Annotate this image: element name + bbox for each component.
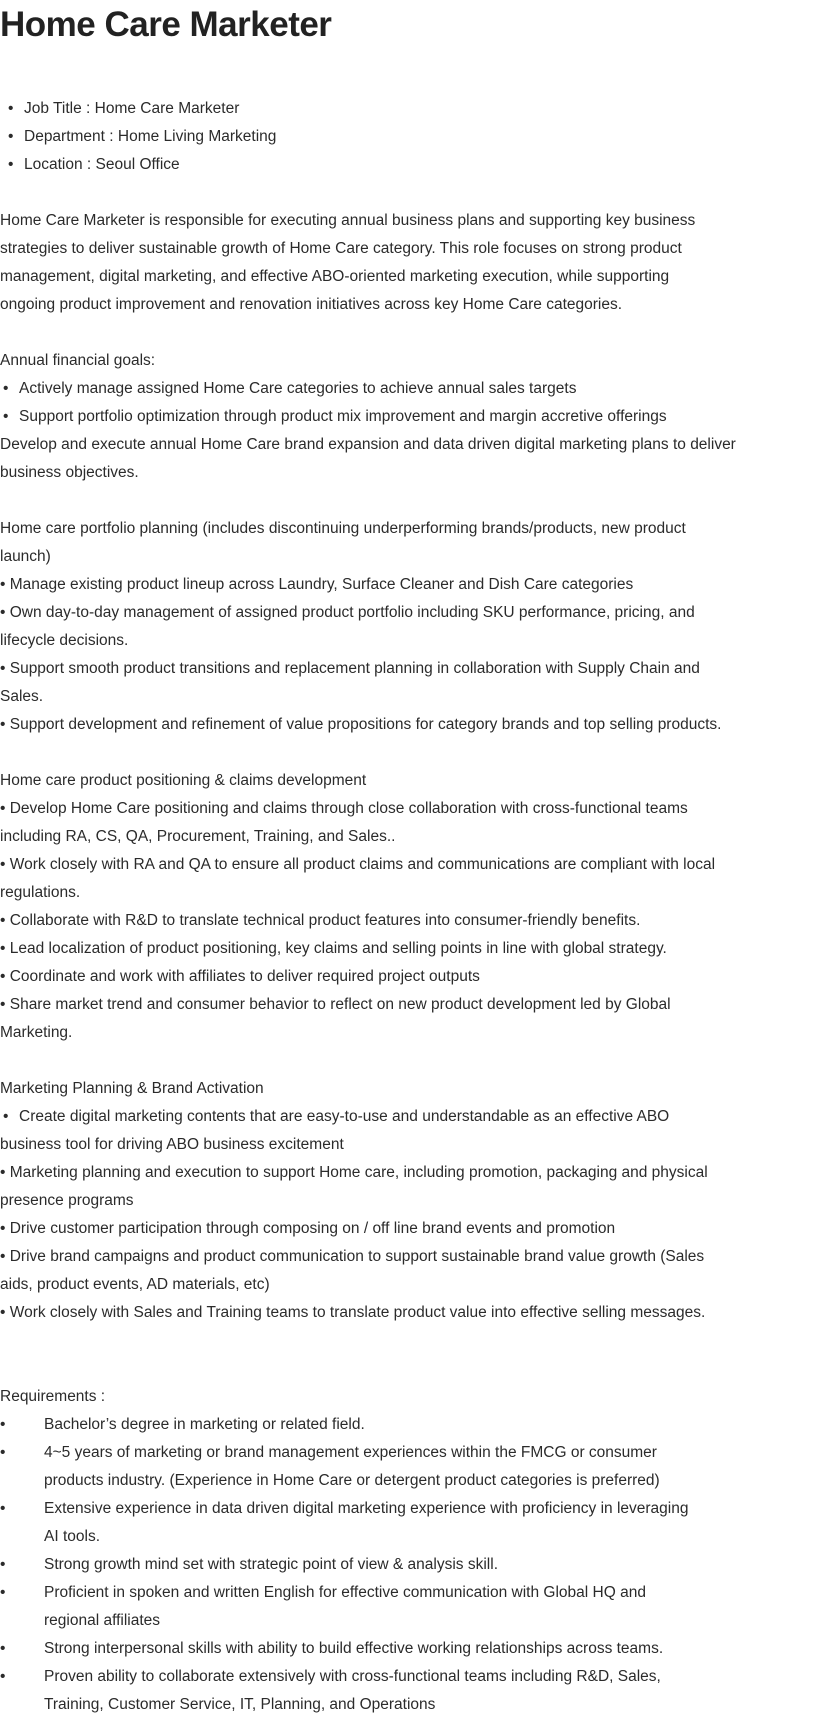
page-title: Home Care Marketer xyxy=(0,5,332,44)
financial-line: business objectives. xyxy=(0,464,139,481)
marketing-line: presence programs xyxy=(0,1192,134,1209)
portfolio-line: • Own day-to-day management of assigned product portfolio including SKU performance, pricing, and xyxy=(0,604,695,621)
positioning-line: regulations. xyxy=(0,884,81,901)
bullet: • xyxy=(0,1584,6,1601)
portfolio-line: • Support smooth product transitions and replacement planning in collaboration with Supply Chain and xyxy=(0,660,700,677)
intro-line: strategies to deliver sustainable growth of Home Care category. This role focuses on strong product xyxy=(0,240,682,257)
positioning-line: • Coordinate and work with affiliates to deliver required project outputs xyxy=(0,968,480,985)
bullet: • xyxy=(0,1416,6,1433)
requirement-item: • Proven ability to collaborate extensively with cross-functional teams including R&D, Sales, Training, Customer Service, IT, Planning, and Operations xyxy=(0,1663,750,1719)
requirement-item: • Bachelor’s degree in marketing or related field. xyxy=(0,1411,750,1439)
financial-heading: Annual financial goals: xyxy=(0,352,156,369)
marketing-line: aids, product events, AD materials, etc) xyxy=(0,1276,270,1293)
portfolio-line: • Support development and refinement of value propositions for category brands and top selling products. xyxy=(0,716,722,733)
marketing-line: business tool for driving ABO business excitement xyxy=(0,1136,344,1153)
financial-bullet: • Support portfolio optimization through product mix improvement and margin accretive offerings xyxy=(3,408,667,425)
job-description xyxy=(0,95,750,1719)
marketing-line: • Drive brand campaigns and product communication to support sustainable brand value growth (Sales xyxy=(0,1248,705,1265)
marketing-line: • Marketing planning and execution to support Home care, including promotion, packaging and physical xyxy=(0,1164,708,1181)
marketing-heading: Marketing Planning & Brand Activation xyxy=(0,1080,264,1097)
portfolio-line: lifecycle decisions. xyxy=(0,632,129,649)
intro-line: Home Care Marketer is responsible for executing annual business plans and supporting key business xyxy=(0,212,696,229)
bullet: • xyxy=(0,1444,6,1461)
info-department: • Department : Home Living Marketing xyxy=(8,128,277,145)
portfolio-line: Sales. xyxy=(0,688,44,705)
info-job-title: • Job Title : Home Care Marketer xyxy=(8,100,240,117)
portfolio-line: Home care portfolio planning (includes discontinuing underperforming brands/products, new product xyxy=(0,520,686,537)
positioning-line: • Collaborate with R&D to translate technical product features into consumer-friendly benefits. xyxy=(0,912,641,929)
intro-line: management, digital marketing, and effective ABO-oriented marketing execution, while supporting xyxy=(0,268,670,285)
marketing-first-bullet: • Create digital marketing contents that are easy-to-use and understandable as an effective ABO xyxy=(3,1108,670,1125)
info-location: • Location : Seoul Office xyxy=(8,156,180,173)
positioning-line: including RA, CS, QA, Procurement, Training, and Sales.. xyxy=(0,828,396,845)
requirements-heading: Requirements : xyxy=(0,1388,106,1405)
marketing-line: • Work closely with Sales and Training teams to translate product value into effective selling messages. xyxy=(0,1304,706,1321)
financial-line: Develop and execute annual Home Care brand expansion and data driven digital marketing plans to deliver xyxy=(0,436,736,453)
requirement-item: • 4~5 years of marketing or brand management experiences within the FMCG or consumer products industry. (Experience in Home Care or detergent product categories is preferred) xyxy=(0,1439,750,1495)
bullet: • xyxy=(0,1556,6,1573)
requirement-item: • Extensive experience in data driven digital marketing experience with proficiency in leveraging AI tools. xyxy=(0,1495,750,1551)
bullet: • xyxy=(0,1500,6,1517)
positioning-line: • Lead localization of product positioning, key claims and selling points in line with global strategy. xyxy=(0,940,667,957)
marketing-line: • Drive customer participation through composing on / off line brand events and promotion xyxy=(0,1220,616,1237)
intro-line: ongoing product improvement and renovation initiatives across key Home Care categories. xyxy=(0,296,623,313)
requirement-item: • Strong growth mind set with strategic point of view & analysis skill. xyxy=(0,1551,750,1579)
bullet: • xyxy=(0,1668,6,1685)
positioning-line: • Work closely with RA and QA to ensure all product claims and communications are compliant with local xyxy=(0,856,716,873)
positioning-line: • Develop Home Care positioning and claims through close collaboration with cross-functional teams xyxy=(0,800,688,817)
positioning-line: • Share market trend and consumer behavior to reflect on new product development led by Global xyxy=(0,996,671,1013)
bullet: • xyxy=(0,1640,6,1657)
portfolio-line: • Manage existing product lineup across Laundry, Surface Cleaner and Dish Care categories xyxy=(0,576,634,593)
positioning-line: Marketing. xyxy=(0,1024,73,1041)
portfolio-line: launch) xyxy=(0,548,51,565)
financial-bullet: • Actively manage assigned Home Care categories to achieve annual sales targets xyxy=(3,380,577,397)
requirement-item: • Strong interpersonal skills with ability to build effective working relationships across teams. xyxy=(0,1635,750,1663)
positioning-line: Home care product positioning & claims development xyxy=(0,772,367,789)
requirement-item: • Proficient in spoken and written English for effective communication with Global HQ and regional affiliates xyxy=(0,1579,750,1635)
